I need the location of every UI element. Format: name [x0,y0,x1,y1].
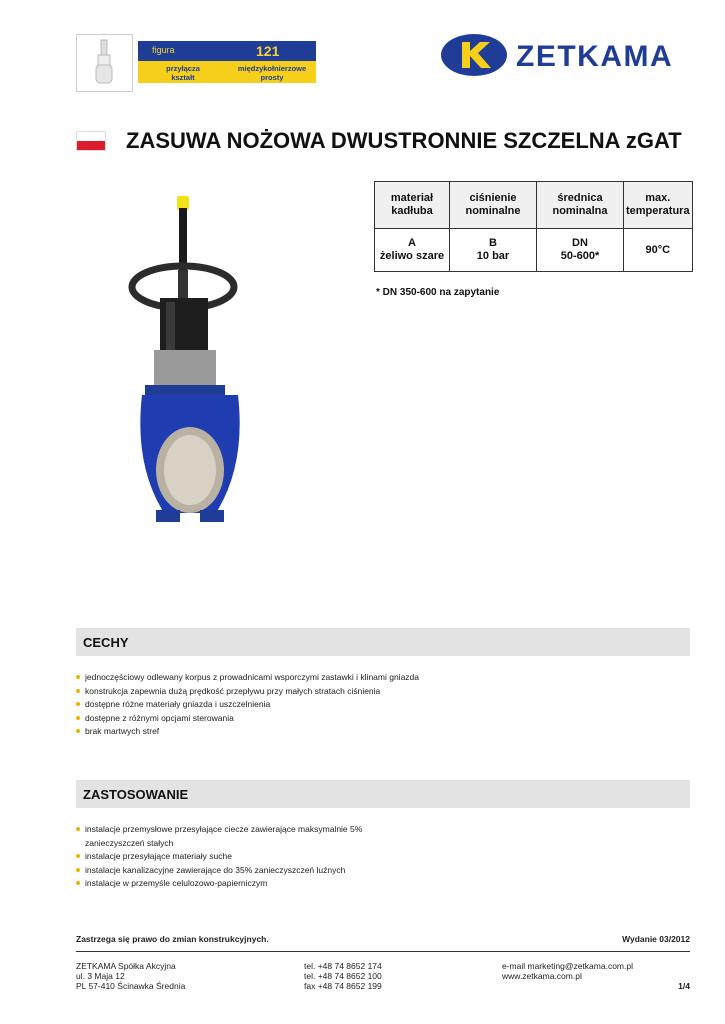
email-link[interactable]: e-mail marketing@zetkama.com.pl [502,961,633,971]
connection-value: międzykołnierzowe prosty [237,64,307,82]
disclaimer: Zastrzega się prawo do zmian konstrukcyjnych. [76,934,269,944]
product-thumbnail [76,34,133,92]
figure-label: figura [152,45,175,55]
list-item: instalacje przemysłowe przesyłające ciecze zawierające maksymalnie 5% zanieczyszczeń stałych [76,823,385,850]
value-pressure: B 10 bar [450,229,537,272]
header-temperature: max. temperatura [624,182,693,229]
applications-list [76,823,385,891]
header-material: materiał kadłuba [375,182,450,229]
value-diameter: DN 50-600* [537,229,624,272]
list-item: dostępne z różnymi opcjami sterowania [76,712,419,726]
footer-divider [76,951,690,952]
value-material: A żeliwo szare [375,229,450,272]
company-phones: tel. +48 74 8652 174 tel. +48 74 8652 100 fax +48 74 8652 199 [304,961,382,991]
edition: Wydanie 03/2012 [622,934,690,944]
list-item: brak martwych stref [76,725,419,739]
section-header-cechy: CECHY [76,628,690,656]
list-item: instalacje kanalizacyjne zawierające do 35% zanieczyszczeń luźnych [76,864,385,878]
website-link[interactable]: www.zetkama.com.pl [502,971,582,981]
company-address: ZETKAMA Spółka Akcyjna ul. 3 Maja 12 PL 57-410 Ścinawka Średnia [76,961,186,991]
list-item: instalacje w przemyśle celulozowo-papierniczym [76,877,385,891]
list-item: dostępne różne materiały gniazda i uszczelnienia [76,698,419,712]
page-title: ZASUWA NOŻOWA DWUSTRONNIE SZCZELNA zGAT [126,128,682,153]
company-contact [502,961,633,981]
figure-number: 121 [256,43,280,59]
connection-label: przyłącza kształt [166,64,200,82]
section-header-zastosowanie: ZASTOSOWANIE [76,780,690,808]
list-item: konstrukcja zapewnia dużą prędkość przepływu przy małych stratach ciśnienia [76,685,419,699]
list-item: instalacje przesyłające materiały suche [76,850,385,864]
brand-name: ZETKAMA [516,40,674,73]
value-temperature: 90°C [624,229,693,272]
header-pressure: ciśnienie nominalne [450,182,537,229]
header-diameter: średnica nominalna [537,182,624,229]
page-number: 1/4 [678,981,690,991]
features-list [76,671,419,739]
parameters-table [374,181,693,272]
knife-gate-valve-image [120,190,260,540]
figure-box [138,41,316,83]
polish-flag-icon [76,131,106,151]
table-footnote: * DN 350-600 na zapytanie [376,287,500,298]
list-item: jednoczęściowy odlewany korpus z prowadnicami wsporczymi zastawki i klinami gniazda [76,671,419,685]
